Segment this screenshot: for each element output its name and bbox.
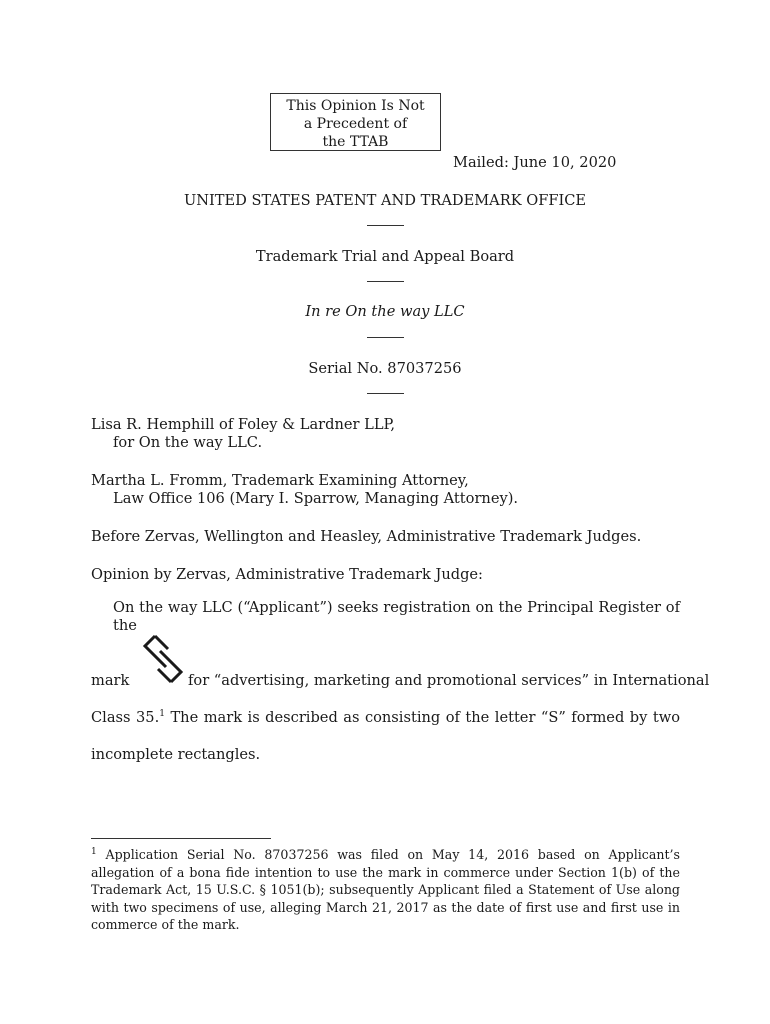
mailed-date: Mailed: June 10, 2020	[453, 154, 617, 171]
examining-attorney: Martha L. Fromm, Trademark Examining Attorney,	[91, 472, 469, 489]
body-line-3	[91, 709, 680, 727]
applicant-counsel-for: for On the way LLC.	[113, 434, 263, 451]
body-line-3-end: The mark is described as consisting of the letter “S” formed by two	[164, 709, 680, 726]
s-mark-logo	[142, 633, 184, 685]
panel-judges: Before Zervas, Wellington and Heasley, Administrative Trademark Judges.	[91, 528, 642, 545]
footnote-divider	[91, 838, 271, 839]
divider-rule-4	[367, 393, 404, 394]
office-heading: UNITED STATES PATENT AND TRADEMARK OFFICE	[183, 192, 587, 209]
serial-number: Serial No. 87037256	[308, 360, 462, 377]
precedent-notice-box	[270, 93, 441, 151]
body-line-1: On the way LLC (“Applicant”) seeks registration on the Principal Register of the	[113, 599, 680, 634]
precedent-line-1: This Opinion Is Not	[286, 98, 425, 114]
footnote-text: Application Serial No. 87037256 was filed on May 14, 2016 based on Applicant’s allegation of a bona fide intention to use the mark in commerce under Section 1(b) of the Trademark Act, 15 U.S.C. § 1051(b); subsequently Applicant filed a Statement of Use along with two specimens of use, alleging March 21, 2017 as the date of first use and first use in commerce of the mark.	[91, 847, 680, 932]
divider-rule-1	[367, 225, 404, 226]
divider-rule-3	[367, 337, 404, 338]
applicant-counsel: Lisa R. Hemphill of Foley & Lardner LLP,	[91, 416, 396, 433]
body-line-3-start: Class 35.	[91, 709, 160, 726]
footnote	[91, 846, 680, 934]
body-line-2-start: mark	[91, 672, 130, 689]
law-office: Law Office 106 (Mary I. Sparrow, Managing Attorney).	[113, 490, 519, 507]
body-line-4: incomplete rectangles.	[91, 746, 261, 763]
footnote-reference[interactable]: 1	[159, 709, 165, 720]
precedent-line-3: the TTAB	[322, 134, 389, 150]
board-heading: Trademark Trial and Appeal Board	[255, 248, 515, 265]
precedent-line-2: a Precedent of	[303, 116, 408, 132]
case-title: In re On the way LLC	[305, 303, 465, 320]
opinion-author: Opinion by Zervas, Administrative Trademark Judge:	[91, 566, 483, 583]
body-line-2-end: for “advertising, marketing and promotional services” in International	[188, 672, 710, 689]
footnote-number: 1	[91, 846, 97, 857]
divider-rule-2	[367, 281, 404, 282]
